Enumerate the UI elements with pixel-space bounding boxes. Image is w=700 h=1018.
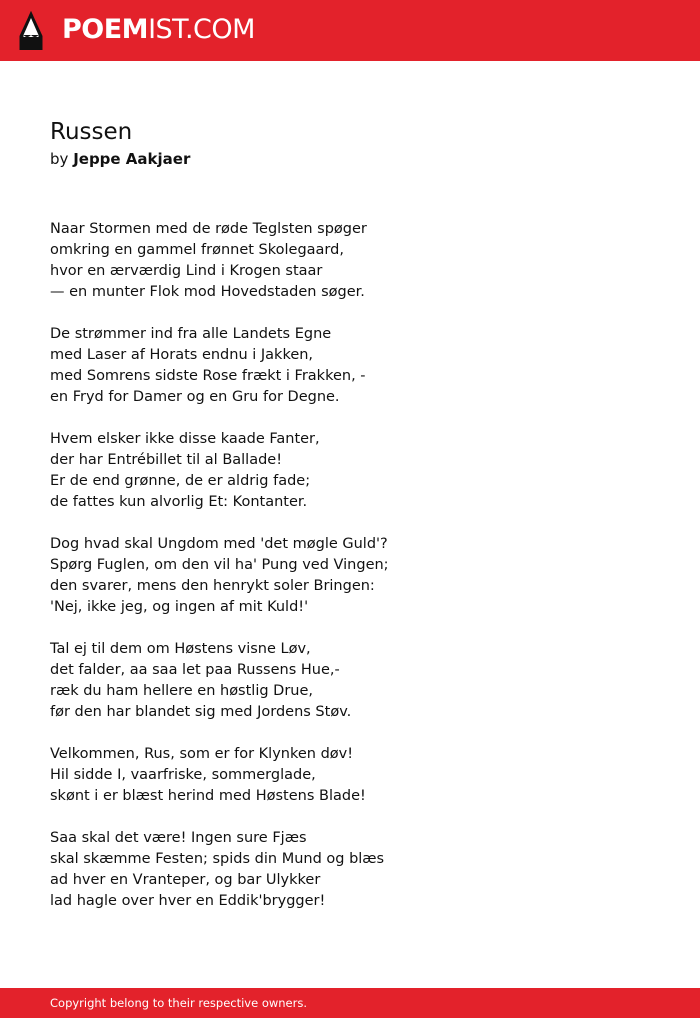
poem-byline bbox=[50, 149, 190, 169]
pencil-icon bbox=[18, 10, 44, 51]
poem-line: skønt i er blæst herind med Høstens Blade! bbox=[50, 788, 366, 804]
poem-line: Hvem elsker ikke disse kaade Fanter, bbox=[50, 431, 320, 447]
byline-label: by bbox=[50, 150, 69, 168]
poem-line: De strømmer ind fra alle Landets Egne bbox=[50, 326, 332, 342]
site-header bbox=[0, 0, 700, 61]
poem-line: lad hagle over hver en Eddik'brygger! bbox=[50, 893, 326, 909]
poem-line: den svarer, mens den henrykt soler Bringen: bbox=[50, 578, 375, 594]
poem-line: ræk du ham hellere en høstlig Drue, bbox=[50, 683, 314, 699]
poem-line: før den har blandet sig med Jordens Støv. bbox=[50, 704, 352, 720]
logo-light-part: IST.COM bbox=[148, 14, 255, 45]
poem-body bbox=[50, 219, 650, 933]
copyright-notice: Copyright belong to their respective owners. bbox=[50, 996, 308, 1010]
poem-line: med Laser af Horats endnu i Jakken, bbox=[50, 347, 314, 363]
poem-stanza bbox=[50, 744, 650, 807]
poem-stanza bbox=[50, 429, 650, 513]
poem-line: en Fryd for Damer og en Gru for Degne. bbox=[50, 389, 340, 405]
poem-stanza bbox=[50, 639, 650, 723]
poem-line: Hil sidde I, vaarfriske, sommerglade, bbox=[50, 767, 316, 783]
site-footer bbox=[0, 988, 700, 1018]
poem-stanza bbox=[50, 219, 650, 303]
poem-stanza bbox=[50, 828, 650, 912]
poem-line: Spørg Fuglen, om den vil ha' Pung ved Vingen; bbox=[50, 557, 389, 573]
poem-line: skal skæmme Festen; spids din Mund og blæs bbox=[50, 851, 385, 867]
poem-line: Saa skal det være! Ingen sure Fjæs bbox=[50, 830, 307, 846]
poem-line: Er de end grønne, de er aldrig fade; bbox=[50, 473, 311, 489]
poem-line: 'Nej, ikke jeg, og ingen af mit Kuld!' bbox=[50, 599, 309, 615]
poem-line: de fattes kun alvorlig Et: Kontanter. bbox=[50, 494, 308, 510]
site-logo-text bbox=[62, 14, 255, 46]
poem-stanza bbox=[50, 324, 650, 408]
poem-line: omkring en gammel frønnet Skolegaard, bbox=[50, 242, 344, 258]
logo-bold-part: POEM bbox=[62, 14, 149, 45]
author-link[interactable]: Jeppe Aakjaer bbox=[73, 150, 191, 168]
poem-title: Russen bbox=[50, 119, 133, 145]
poem-line: med Somrens sidste Rose frækt i Frakken, - bbox=[50, 368, 366, 384]
poem-line: ad hver en Vranteper, og bar Ulykker bbox=[50, 872, 321, 888]
poem-line: hvor en ærværdig Lind i Krogen staar bbox=[50, 263, 323, 279]
poem-line: — en munter Flok mod Hovedstaden søger. bbox=[50, 284, 365, 300]
poem-line: det falder, aa saa let paa Russens Hue,- bbox=[50, 662, 340, 678]
poem-line: der har Entrébillet til al Ballade! bbox=[50, 452, 283, 468]
poem-line: Dog hvad skal Ungdom med 'det møgle Guld'? bbox=[50, 536, 388, 552]
poem-line: Velkommen, Rus, som er for Klynken døv! bbox=[50, 746, 354, 762]
poem-line: Tal ej til dem om Høstens visne Løv, bbox=[50, 641, 311, 657]
poem-stanza bbox=[50, 534, 650, 618]
poem-line: Naar Stormen med de røde Teglsten spøger bbox=[50, 221, 367, 237]
